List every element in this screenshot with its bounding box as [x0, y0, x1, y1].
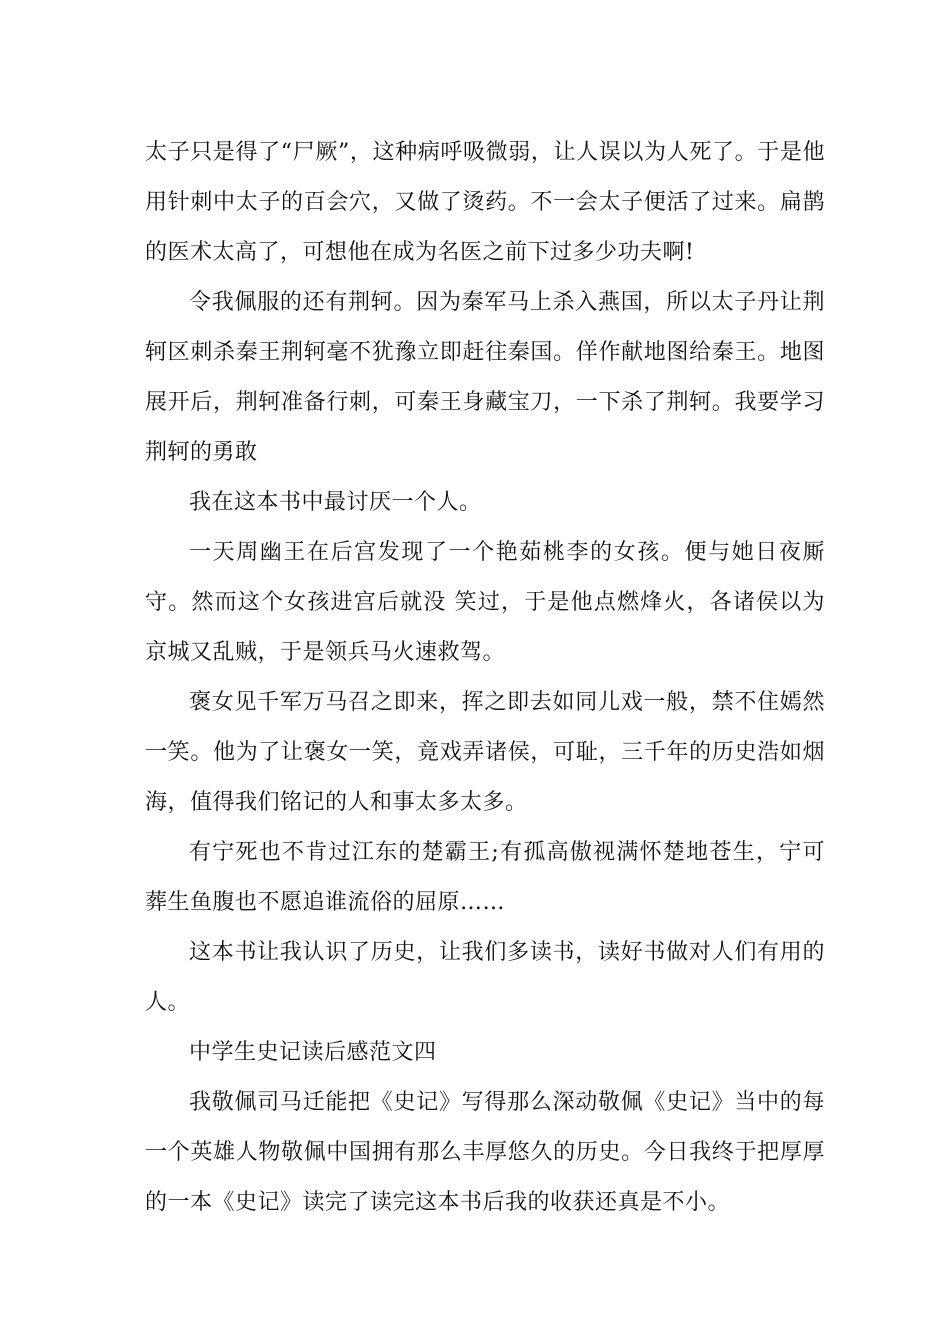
paragraph-jingke: 令我佩服的还有荆轲。因为秦军马上杀入燕国，所以太子丹让荆轲区刺杀秦王荆轲毫不犹豫立即赶往秦国。佯作献地图给秦王。地图展开后，荆轲准备行刺，可秦王身藏宝刀，一下杀了荆轲。我要学习荆轲的勇敢 [145, 290, 825, 465]
paragraph-sima-qian: 我敬佩司马迁能把《史记》写得那么深动敬佩《史记》当中的每一个英雄人物敬佩中国拥有那么丰厚悠久的历史。今日我终于把厚厚的一本《史记》读完了读完这本书后我的收获还真是不小。 [145, 1090, 825, 1215]
paragraph-bianque-ending: 太子只是得了“尸厥”，这种病呼吸微弱，让人误以为人死了。于是他用针刺中太子的百会穴，又做了烫药。不一会太子便活了过来。扁鹊的医术太高了，可想他在成为名医之前下过多少功夫啊! [145, 140, 825, 265]
paragraph-conclusion: 这本书让我认识了历史，让我们多读书，读好书做对人们有用的人。 [145, 940, 825, 1015]
paragraph-heroes: 有宁死也不肯过江东的楚霸王;有孤高傲视满怀楚地苍生，宁可葬生鱼腹也不愿追谁流俗的屈原…… [145, 840, 825, 915]
paragraph-zhou-youwang: 一天周幽王在后宫发现了一个艳茹桃李的女孩。便与她日夜厮守。然而这个女孩进宫后就没 笑过，于是他点燃烽火，各诸侯以为京城又乱贼，于是领兵马火速救驾。 [145, 540, 825, 665]
section-heading: 中学生史记读后感范文四 [189, 1040, 437, 1065]
document-body [145, 128, 825, 1228]
paragraph-dislike-intro: 我在这本书中最讨厌一个人。 [189, 490, 482, 515]
paragraph-baosi-smile: 褒女见千军万马召之即来，挥之即去如同儿戏一般，禁不住嫣然一笑。他为了让褒女一笑，竟戏弄诸侯，可耻，三千年的历史浩如烟海，值得我们铭记的人和事太多太多。 [145, 690, 825, 815]
